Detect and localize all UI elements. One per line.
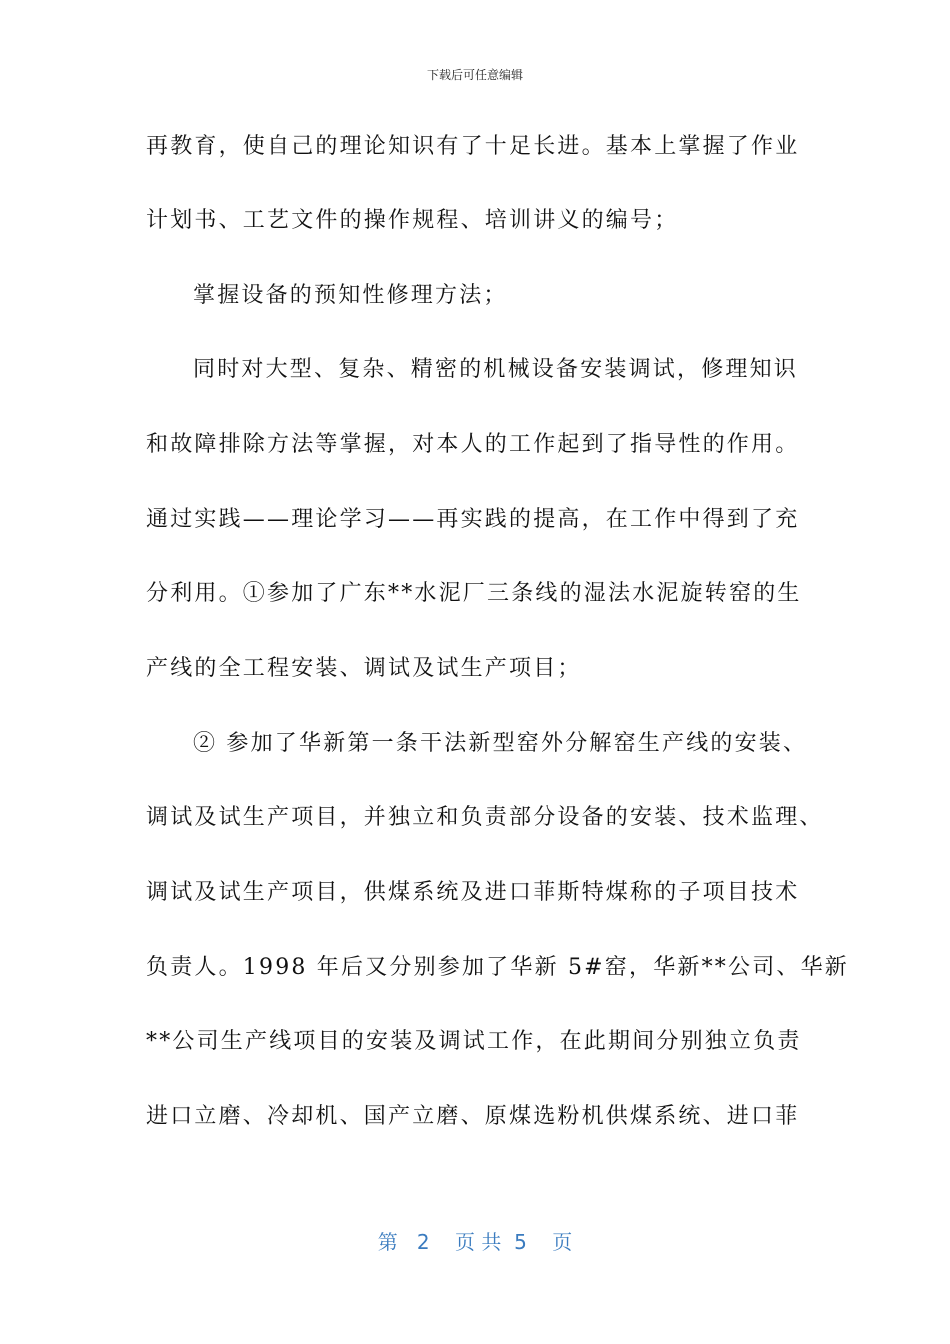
- body-line-2: 计划书、工艺文件的操作规程、培训讲义的编号；: [146, 208, 679, 233]
- body-line-7: 分利用。①参加了广东**水泥厂三条线的湿法水泥旋转窑的生: [146, 581, 802, 606]
- body-line-11: 调试及试生产项目，供煤系统及进口菲斯特煤称的子项目技术: [146, 880, 800, 905]
- body-line-4: 同时对大型、复杂、精密的机械设备安装调试，修理知识: [193, 357, 799, 382]
- body-line-1: 再教育，使自己的理论知识有了十足长进。基本上掌握了作业: [146, 134, 800, 159]
- body-line-10: 调试及试生产项目，并独立和负责部分设备的安装、技术监理、: [146, 805, 824, 830]
- body-line-9: ② 参加了华新第一条干法新型窑外分解窑生产线的安装、: [193, 731, 808, 756]
- body-line-6: 通过实践——理论学习——再实践的提高，在工作中得到了充: [146, 507, 800, 532]
- body-line-3: 掌握设备的预知性修理方法；: [193, 283, 508, 308]
- page-number-footer: 第 2 页 共 5 页: [377, 1230, 573, 1254]
- body-line-5: 和故障排除方法等掌握，对本人的工作起到了指导性的作用。: [146, 432, 800, 457]
- body-line-14: 进口立磨、冷却机、国产立磨、原煤选粉机供煤系统、进口菲: [146, 1104, 800, 1129]
- page-header-note: 下载后可任意编辑: [426, 68, 523, 82]
- body-line-8: 产线的全工程安装、调试及试生产项目；: [146, 656, 582, 681]
- body-line-13: **公司生产线项目的安装及调试工作，在此期间分别独立负责: [146, 1029, 802, 1054]
- body-line-12: 负责人。1998 年后又分别参加了华新 5#窑，华新**公司、华新: [146, 955, 850, 980]
